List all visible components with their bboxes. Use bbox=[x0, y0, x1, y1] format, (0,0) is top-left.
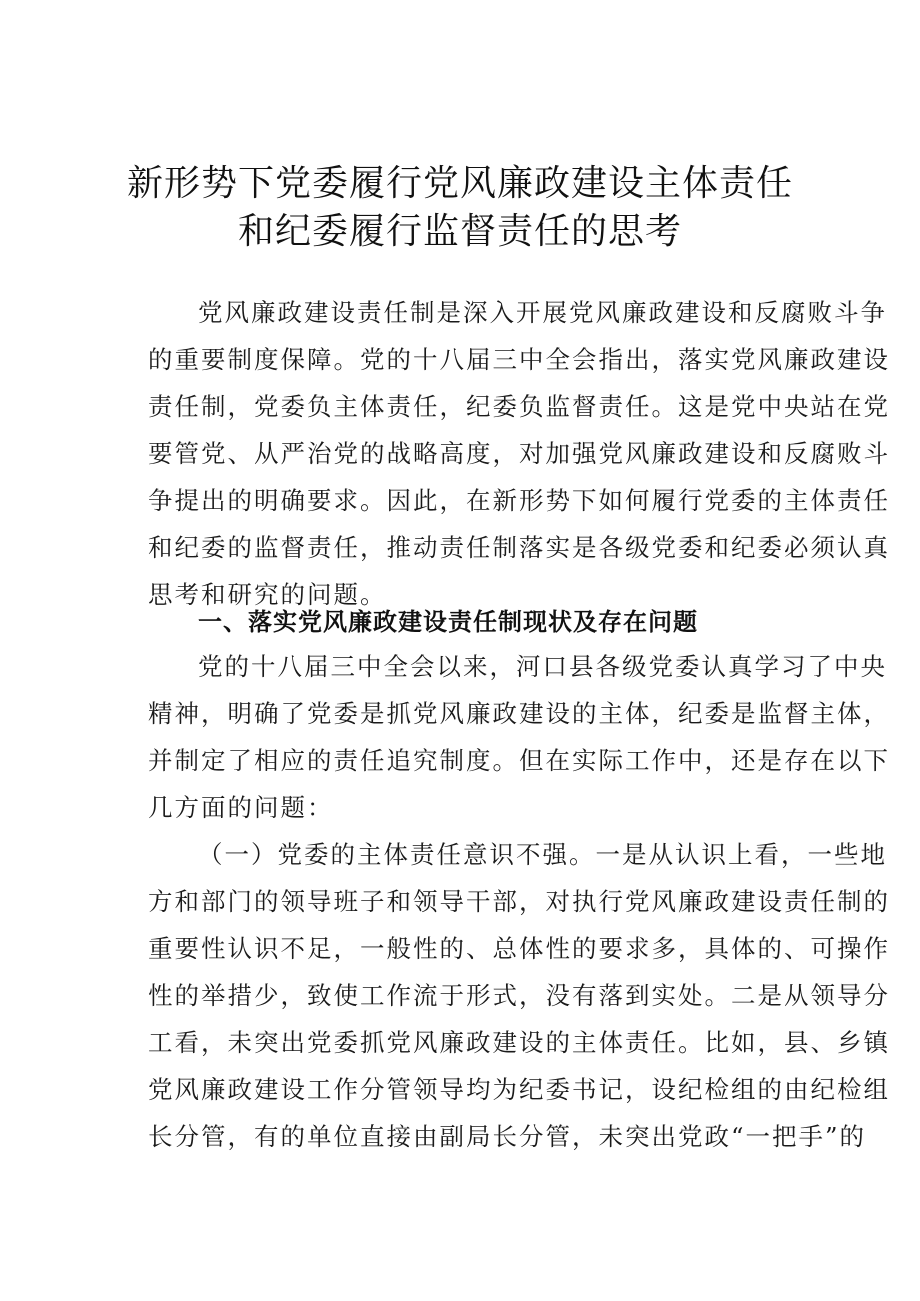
section-line: 并制定了相应的责任追究制度。但在实际工作中，还是存在以下 bbox=[148, 746, 890, 775]
intro-line: 责任制，党委负主体责任，纪委负监督责任。这是党中央站在党 bbox=[148, 392, 890, 421]
intro-line: 要管党、从严治党的战略高度，对加强党风廉政建设和反腐败斗 bbox=[148, 439, 890, 468]
section-line: 几方面的问题： bbox=[148, 793, 334, 822]
subsection-line: 性的举措少，致使工作流于形式，没有落到实处。二是从领导分 bbox=[148, 981, 890, 1010]
subsection-line: 方和部门的领导班子和领导干部，对执行党风廉政建设责任制的 bbox=[148, 887, 890, 916]
subsection-line: （一）党委的主体责任意识不强。一是从认识上看，一些地 bbox=[198, 840, 887, 869]
section-line: 党的十八届三中全会以来，河口县各级党委认真学习了中央 bbox=[198, 652, 887, 681]
intro-line: 的重要制度保障。党的十八届三中全会指出，落实党风廉政建设 bbox=[148, 345, 890, 374]
section-line: 精神，明确了党委是抓党风廉政建设的主体，纪委是监督主体， bbox=[148, 699, 890, 728]
document-title-line-2: 和纪委履行监督责任的思考 bbox=[237, 211, 682, 252]
intro-line: 和纪委的监督责任，推动责任制落实是各级党委和纪委必须认真 bbox=[148, 533, 890, 562]
intro-line: 争提出的明确要求。因此，在新形势下如何履行党委的主体责任 bbox=[148, 486, 890, 515]
subsection-line: 长分管，有的单位直接由副局长分管，未突出党政“一把手”的 bbox=[148, 1122, 867, 1151]
subsection-line: 工看，未突出党委抓党风廉政建设的主体责任。比如，县、乡镇 bbox=[148, 1028, 890, 1057]
subsection-line: 党风廉政建设工作分管领导均为纪委书记，设纪检组的由纪检组 bbox=[148, 1075, 890, 1104]
document-title-line-1: 新形势下党委履行党风廉政建设主体责任 bbox=[126, 163, 793, 204]
intro-line: 思考和研究的问题。 bbox=[148, 580, 387, 609]
intro-line: 党风廉政建设责任制是深入开展党风廉政建设和反腐败斗争 bbox=[198, 298, 887, 327]
subsection-line: 重要性认识不足，一般性的、总体性的要求多，具体的、可操作 bbox=[148, 934, 890, 963]
section-heading: 一、落实党风廉政建设责任制现状及存在问题 bbox=[198, 608, 698, 636]
